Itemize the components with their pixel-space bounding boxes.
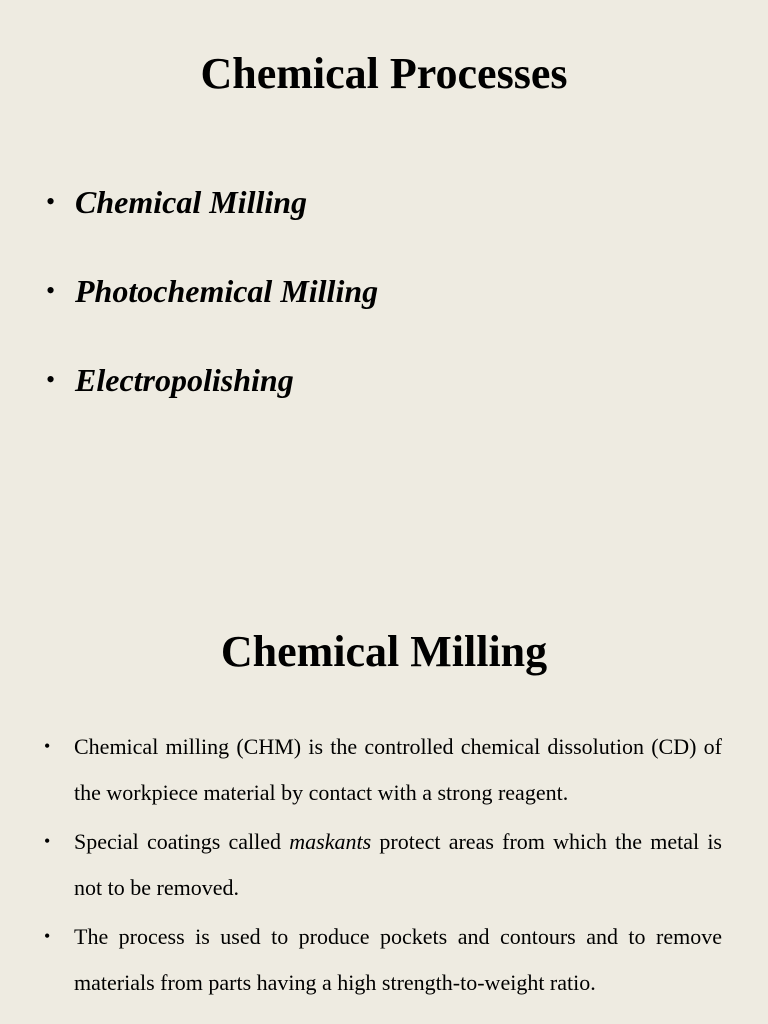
- bullet-icon: •: [44, 736, 51, 756]
- paragraph-text-end: protect areas from which the metal is not to be removed.: [74, 829, 722, 900]
- list-item-label: Chemical Milling: [75, 184, 308, 220]
- list-item: [44, 724, 722, 815]
- emphasized-term: maskants: [289, 829, 372, 854]
- paragraph-text: Chemical milling (CHM) is the controlled chemical dissolution (CD) of the workpiece material by contact with a strong reagent.: [74, 734, 722, 805]
- bullet-icon: •: [44, 926, 51, 946]
- bullet-icon: •: [46, 276, 56, 305]
- slide-title: Chemical Processes: [200, 49, 568, 98]
- list-item-label: Photochemical Milling: [75, 273, 379, 309]
- list-item: [44, 914, 722, 1005]
- description-list: [44, 724, 722, 1009]
- list-item-label: Electropolishing: [75, 362, 294, 398]
- bullet-icon: •: [46, 365, 56, 394]
- bullet-icon: •: [44, 831, 51, 851]
- list-item: [44, 819, 722, 910]
- slide-chemical-milling: [0, 574, 768, 1024]
- paragraph-text-start: Special coatings called: [74, 829, 290, 854]
- paragraph-text: The process is used to produce pockets and contours and to remove materials from parts having a high strength-to-weight ratio.: [74, 924, 722, 995]
- slide-title: Chemical Milling: [220, 627, 548, 676]
- bullet-icon: •: [46, 187, 56, 216]
